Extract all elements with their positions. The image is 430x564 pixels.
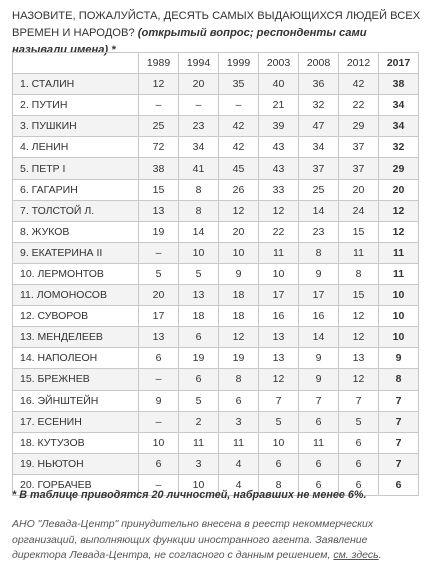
value-cell: 21 bbox=[259, 95, 299, 116]
value-cell: 23 bbox=[179, 116, 219, 137]
value-cell: 17 bbox=[259, 285, 299, 306]
value-cell: 10 bbox=[379, 327, 419, 348]
value-cell: 12 bbox=[379, 200, 419, 221]
value-cell: 12 bbox=[219, 327, 259, 348]
value-cell: 11 bbox=[299, 432, 339, 453]
value-cell: 13 bbox=[259, 348, 299, 369]
value-cell: 8 bbox=[179, 179, 219, 200]
value-cell: 3 bbox=[179, 453, 219, 474]
value-cell: 7 bbox=[379, 432, 419, 453]
value-cell: – bbox=[139, 474, 179, 495]
value-cell: 37 bbox=[339, 137, 379, 158]
value-cell: 8 bbox=[219, 369, 259, 390]
value-cell: 11 bbox=[339, 242, 379, 263]
value-cell: 6 bbox=[299, 453, 339, 474]
value-cell: – bbox=[139, 242, 179, 263]
value-cell: 34 bbox=[379, 95, 419, 116]
value-cell: 12 bbox=[259, 200, 299, 221]
value-cell: 43 bbox=[259, 137, 299, 158]
value-cell: 38 bbox=[139, 158, 179, 179]
value-cell: 9 bbox=[379, 348, 419, 369]
table-row bbox=[13, 221, 419, 242]
person-name-cell: 17. ЕСЕНИН bbox=[13, 411, 139, 432]
person-name-cell: 8. ЖУКОВ bbox=[13, 221, 139, 242]
value-cell: 12 bbox=[379, 221, 419, 242]
value-cell: 7 bbox=[379, 453, 419, 474]
value-cell: 7 bbox=[299, 390, 339, 411]
value-cell: 8 bbox=[379, 369, 419, 390]
person-name-cell: 12. СУВОРОВ bbox=[13, 306, 139, 327]
person-name-cell: 18. КУТУЗОВ bbox=[13, 432, 139, 453]
value-cell: – bbox=[219, 95, 259, 116]
value-cell: 11 bbox=[379, 263, 419, 284]
table-row bbox=[13, 390, 419, 411]
value-cell: 16 bbox=[259, 306, 299, 327]
person-name-cell: 2. ПУТИН bbox=[13, 95, 139, 116]
table-row bbox=[13, 95, 419, 116]
value-cell: 29 bbox=[379, 158, 419, 179]
value-cell: 13 bbox=[259, 327, 299, 348]
table-header-row bbox=[13, 53, 419, 74]
value-cell: 11 bbox=[259, 242, 299, 263]
person-name-cell: 1. СТАЛИН bbox=[13, 74, 139, 95]
results-table bbox=[12, 52, 419, 496]
value-cell: 26 bbox=[219, 179, 259, 200]
value-cell: 5 bbox=[339, 411, 379, 432]
value-cell: 6 bbox=[299, 411, 339, 432]
value-cell: 39 bbox=[259, 116, 299, 137]
table-row bbox=[13, 116, 419, 137]
question-subtitle: (открытый вопрос; респонденты сами называли имена) * bbox=[12, 27, 367, 56]
value-cell: 45 bbox=[219, 158, 259, 179]
person-name-cell: 14. НАПОЛЕОН bbox=[13, 348, 139, 369]
value-cell: 9 bbox=[299, 263, 339, 284]
value-cell: 8 bbox=[179, 200, 219, 221]
value-cell: 6 bbox=[219, 390, 259, 411]
value-cell: 8 bbox=[299, 242, 339, 263]
value-cell: 6 bbox=[339, 453, 379, 474]
table-row bbox=[13, 242, 419, 263]
value-cell: 6 bbox=[339, 432, 379, 453]
value-cell: 10 bbox=[179, 474, 219, 495]
value-cell: 14 bbox=[299, 327, 339, 348]
value-cell: 15 bbox=[139, 179, 179, 200]
year-header: 1994 bbox=[179, 53, 219, 74]
value-cell: 7 bbox=[339, 390, 379, 411]
value-cell: 14 bbox=[299, 200, 339, 221]
value-cell: 12 bbox=[339, 369, 379, 390]
year-header: 2008 bbox=[299, 53, 339, 74]
year-header: 1999 bbox=[219, 53, 259, 74]
value-cell: 9 bbox=[139, 390, 179, 411]
value-cell: 23 bbox=[299, 221, 339, 242]
table-row bbox=[13, 158, 419, 179]
value-cell: 12 bbox=[139, 74, 179, 95]
question-text: НАЗОВИТЕ, ПОЖАЛУЙСТА, ДЕСЯТЬ САМЫХ ВЫДАЮЩИХСЯ ЛЮДЕЙ ВСЕХ ВРЕМЕН И НАРОДОВ? bbox=[12, 10, 421, 39]
value-cell: 47 bbox=[299, 116, 339, 137]
value-cell: 11 bbox=[379, 242, 419, 263]
value-cell: 37 bbox=[339, 158, 379, 179]
value-cell: 34 bbox=[299, 137, 339, 158]
table-row bbox=[13, 179, 419, 200]
value-cell: 13 bbox=[139, 200, 179, 221]
value-cell: 20 bbox=[139, 285, 179, 306]
header-blank-cell bbox=[13, 53, 139, 74]
value-cell: 8 bbox=[339, 263, 379, 284]
value-cell: – bbox=[179, 95, 219, 116]
person-name-cell: 16. ЭЙНШТЕЙН bbox=[13, 390, 139, 411]
value-cell: 7 bbox=[379, 390, 419, 411]
year-header: 2012 bbox=[339, 53, 379, 74]
value-cell: 10 bbox=[219, 242, 259, 263]
value-cell: 6 bbox=[299, 474, 339, 495]
value-cell: 7 bbox=[379, 411, 419, 432]
value-cell: 34 bbox=[179, 137, 219, 158]
value-cell: 5 bbox=[179, 263, 219, 284]
year-header: 1989 bbox=[139, 53, 179, 74]
year-header: 2017 bbox=[379, 53, 419, 74]
value-cell: 13 bbox=[179, 285, 219, 306]
value-cell: 19 bbox=[219, 348, 259, 369]
person-name-cell: 3. ПУШКИН bbox=[13, 116, 139, 137]
value-cell: 42 bbox=[219, 116, 259, 137]
value-cell: 3 bbox=[219, 411, 259, 432]
table-row bbox=[13, 348, 419, 369]
value-cell: 6 bbox=[259, 453, 299, 474]
value-cell: 40 bbox=[259, 74, 299, 95]
value-cell: 8 bbox=[259, 474, 299, 495]
table-row bbox=[13, 285, 419, 306]
table-row bbox=[13, 74, 419, 95]
value-cell: 29 bbox=[339, 116, 379, 137]
foreign-agent-note bbox=[12, 517, 424, 564]
value-cell: 10 bbox=[379, 285, 419, 306]
person-name-cell: 19. НЬЮТОН bbox=[13, 453, 139, 474]
value-cell: 25 bbox=[139, 116, 179, 137]
table-row bbox=[13, 263, 419, 284]
person-name-cell: 15. БРЕЖНЕВ bbox=[13, 369, 139, 390]
value-cell: 9 bbox=[299, 369, 339, 390]
value-cell: 20 bbox=[379, 179, 419, 200]
value-cell: 36 bbox=[299, 74, 339, 95]
value-cell: 32 bbox=[299, 95, 339, 116]
value-cell: 25 bbox=[299, 179, 339, 200]
value-cell: 10 bbox=[379, 306, 419, 327]
footnote: * В таблице приводятся 20 личностей, набравших не менее 6%. bbox=[12, 489, 367, 501]
person-name-cell: 20. ГОРБАЧЕВ bbox=[13, 474, 139, 495]
table-row bbox=[13, 327, 419, 348]
value-cell: 12 bbox=[339, 327, 379, 348]
value-cell: 5 bbox=[259, 411, 299, 432]
value-cell: 22 bbox=[339, 95, 379, 116]
table-row bbox=[13, 411, 419, 432]
value-cell: 16 bbox=[299, 306, 339, 327]
value-cell: 12 bbox=[339, 306, 379, 327]
value-cell: 6 bbox=[339, 474, 379, 495]
value-cell: 9 bbox=[219, 263, 259, 284]
value-cell: 41 bbox=[179, 158, 219, 179]
value-cell: – bbox=[139, 369, 179, 390]
value-cell: 19 bbox=[179, 348, 219, 369]
value-cell: 42 bbox=[339, 74, 379, 95]
value-cell: 10 bbox=[139, 432, 179, 453]
value-cell: 4 bbox=[219, 474, 259, 495]
value-cell: 9 bbox=[299, 348, 339, 369]
value-cell: 6 bbox=[179, 369, 219, 390]
table-row bbox=[13, 453, 419, 474]
value-cell: 6 bbox=[379, 474, 419, 495]
value-cell: – bbox=[139, 411, 179, 432]
value-cell: 20 bbox=[179, 74, 219, 95]
person-name-cell: 6. ГАГАРИН bbox=[13, 179, 139, 200]
table-row bbox=[13, 137, 419, 158]
value-cell: 42 bbox=[219, 137, 259, 158]
value-cell: 6 bbox=[139, 348, 179, 369]
value-cell: 43 bbox=[259, 158, 299, 179]
value-cell: 2 bbox=[179, 411, 219, 432]
agent-note-end: . bbox=[378, 549, 382, 561]
value-cell: 6 bbox=[179, 327, 219, 348]
see-here-link[interactable]: см. здесь bbox=[333, 549, 379, 561]
value-cell: 17 bbox=[299, 285, 339, 306]
value-cell: 34 bbox=[379, 116, 419, 137]
value-cell: 7 bbox=[259, 390, 299, 411]
value-cell: 12 bbox=[219, 200, 259, 221]
value-cell: 12 bbox=[259, 369, 299, 390]
value-cell: 38 bbox=[379, 74, 419, 95]
value-cell: 5 bbox=[139, 263, 179, 284]
value-cell: 6 bbox=[139, 453, 179, 474]
value-cell: 5 bbox=[179, 390, 219, 411]
value-cell: 18 bbox=[179, 306, 219, 327]
value-cell: 11 bbox=[219, 432, 259, 453]
value-cell: 15 bbox=[339, 221, 379, 242]
value-cell: 20 bbox=[339, 179, 379, 200]
table-row bbox=[13, 306, 419, 327]
table-body bbox=[13, 74, 419, 496]
value-cell: 11 bbox=[179, 432, 219, 453]
table-row bbox=[13, 432, 419, 453]
person-name-cell: 5. ПЕТР I bbox=[13, 158, 139, 179]
value-cell: 19 bbox=[139, 221, 179, 242]
person-name-cell: 13. МЕНДЕЛЕЕВ bbox=[13, 327, 139, 348]
value-cell: 22 bbox=[259, 221, 299, 242]
value-cell: 35 bbox=[219, 74, 259, 95]
value-cell: 10 bbox=[179, 242, 219, 263]
value-cell: 32 bbox=[379, 137, 419, 158]
value-cell: 18 bbox=[219, 285, 259, 306]
value-cell: 13 bbox=[139, 327, 179, 348]
table-row bbox=[13, 200, 419, 221]
value-cell: 24 bbox=[339, 200, 379, 221]
year-header: 2003 bbox=[259, 53, 299, 74]
value-cell: 37 bbox=[299, 158, 339, 179]
value-cell: 20 bbox=[219, 221, 259, 242]
value-cell: 10 bbox=[259, 263, 299, 284]
person-name-cell: 11. ЛОМОНОСОВ bbox=[13, 285, 139, 306]
value-cell: 18 bbox=[219, 306, 259, 327]
person-name-cell: 7. ТОЛСТОЙ Л. bbox=[13, 200, 139, 221]
table-row bbox=[13, 369, 419, 390]
value-cell: 10 bbox=[259, 432, 299, 453]
value-cell: 17 bbox=[139, 306, 179, 327]
value-cell: 15 bbox=[339, 285, 379, 306]
person-name-cell: 9. ЕКАТЕРИНА II bbox=[13, 242, 139, 263]
value-cell: 13 bbox=[339, 348, 379, 369]
value-cell: 14 bbox=[179, 221, 219, 242]
agent-note-text: АНО "Левада-Центр" принудительно внесена в реестр некоммерческих организаций, выполняющих функции иностранного агента. Заявление директора Левада-Центра, не согласного с данным решением, bbox=[12, 518, 374, 561]
value-cell: – bbox=[139, 95, 179, 116]
person-name-cell: 4. ЛЕНИН bbox=[13, 137, 139, 158]
value-cell: 72 bbox=[139, 137, 179, 158]
person-name-cell: 10. ЛЕРМОНТОВ bbox=[13, 263, 139, 284]
value-cell: 4 bbox=[219, 453, 259, 474]
value-cell: 33 bbox=[259, 179, 299, 200]
